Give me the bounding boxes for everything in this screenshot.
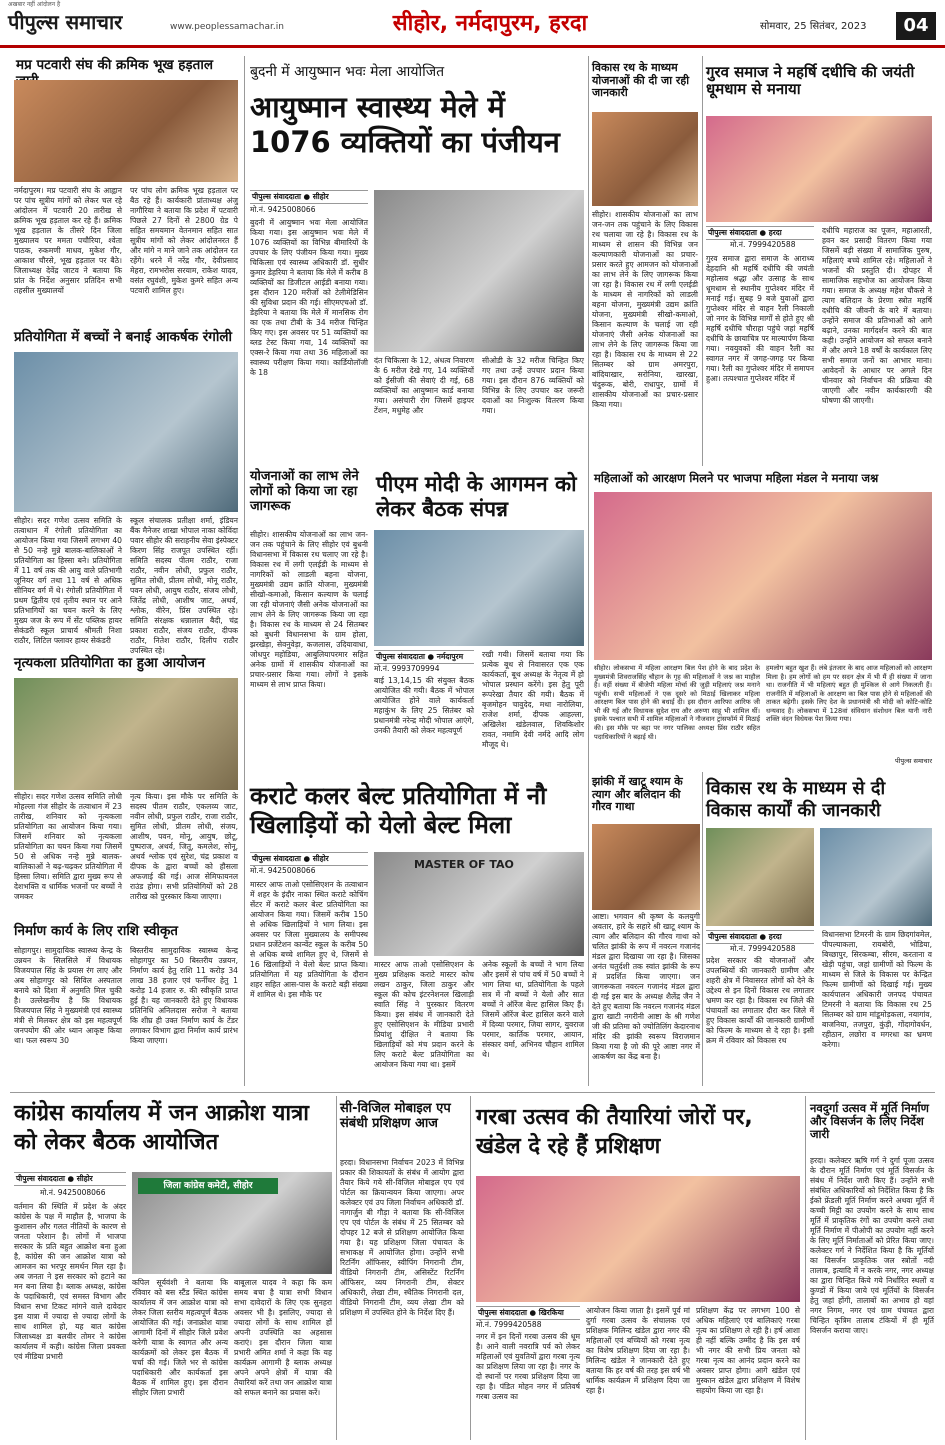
- s7-photo: [706, 116, 932, 222]
- s13-body-right: विधानसभा टिमरनी के ग्राम छिदगांवमेल, पीपल्याकला, रायबोरी, भोडिया, बिच्छापुर, सिरकम्बा, सीरम, करताना व खेड़ी पहुंचा, जहां ग्रामीणों को फिल्म के माध्यम से जिले के विकास पर केन्द्रित फिल्म ग्रामीणों को दिखाई गई। मुख्य कार्यपालन अधिकारी जनपद पंचायत टिमरनी ने बताया कि विकास रथ 25 सितम्बर को ग्राम मांडूमोड़कला, नयागांव, बाजनिया, तजपुरा, कुंड़ी, गोंदागोवर्धन, रहीठान, लछोरा व मगरधा का भ्रमण करेगा।: [822, 930, 932, 1050]
- s15-body: हरदा। विधानसभा निर्वाचन 2023 में विभिन्न प्रकार की शिकायतों के संबंध में आयोग द्वारा तैयार किये गये सी-विजिल मोबाइल एप एवं पोर्टल का क्रियान्वयन किया जाएगा। अपर कलेक्टर एवं उप जिला निर्वाचन अधिकारी डॉ. नागार्जुन बी गौड़ा ने बताया कि सी-विजिल एप एवं पोर्टल के संबंध में 25 सितम्बर को दोपहर 12 बजे से प्रशिक्षण आयोजित किया गया है। यह प्रशिक्षण जिला पंचायत के सभाकक्ष में आयोजित होगा। उन्होंने सभी रिटर्निंग ऑफिसर, स्वीपिंग निगरानी टीम, वीडियो निगरानी टीम, असिस्टेंट रिटर्निंग ऑफिसर, व्यय निगरानी टीम, सेक्टर अधिकारी, लेखा टीम, स्थैतिक निगरानी दल, वीडियो निगरानी टीम, व्यय लेखा टीम को प्रशिक्षण में उपस्थित होने के निर्देश दिए हैं।: [340, 1158, 464, 1318]
- s14-headline: कांग्रेस कार्यालय में जन आक्रोश यात्रा को लेकर बैठक आयोजित: [14, 1101, 309, 1155]
- s3-body-left: सीहोर। सदर गणेश उत्सव समिति लोधी मोहल्ला गंज सीहोर के तत्वाधान में 23 तारीख, शनिवार को नृत्यकला प्रतियोगिता का आयोजन किया गया। जिसमें शनिवार को नृत्यकला प्रतियोगिता का चयन किया गया जिसमें 50 से अधिक नन्हे मुन्ने बालक-बालिकाओं ने बढ़-चढ़कर प्रतियोगिता में हिस्सा लिया। समिति द्वारा मुख्य रूप से देशभक्ति व धार्मिक भजनों पर बच्चों ने जमकर: [14, 792, 122, 902]
- s1-body-left: नर्मदापुरम। मप्र पटवारी संघ के आह्वान पर पांच सूत्रीय मांगों को लेकर चल रहे आंदोलन में पटवारी 20 तारीख से क्रमिक भूख हड़ताल कर रहे हैं। क्रमिक भूख हड़ताल के तीसरे दिन जिला मुख्यालय पर ममता पचौरिया, श्वेता पाठक, रुकमणी माधव, मुकेश गौर, आकाश चौरसे, भूख हड़ताल पर बैठे। जिलाध्यक्ष देवेंद्र जाटव ने बताया कि प्रांत के निर्देश अनुसार प्रतिदिन सभी तहसील मुख्यालयों: [14, 186, 122, 296]
- s2-headline: प्रतियोगिता में बच्चों ने बनाई आकर्षक रंगोली: [14, 329, 233, 345]
- issue-date: सोमवार, 25 सितंबर, 2023: [760, 21, 867, 32]
- s15-headline: सी-विजिल मोबाइल एप संबंधी प्रशिक्षण आज: [340, 1101, 451, 1131]
- s14-photo: [132, 1172, 332, 1274]
- s7-byline-name: पीपुल्स संवाददाता: [708, 228, 757, 237]
- s12-photo: [592, 824, 700, 910]
- s13-byline-name: पीपुल्स संवाददाता: [708, 932, 757, 941]
- s4-body-left: सोहागपुर। सामुदायिक स्वास्थ्य केन्द्र के उन्नयन के सिलसिले में विधायक विजयपाल सिंह के प्रयास रंग लाए और अब सोहागपुर को सिविल अस्पताल बनाये को दिशा में अनुमति मिल चुकी है। उल्लेखनीय है कि विधायक विजयपाल सिंह ने मुख्यमंत्री एवं स्वास्थ्य मंत्री से मिलकर क्षेत्र को इस महत्वपूर्ण जनपयोग की ओर ध्यान आकृष्ट किया था। फल स्वरूप 30: [14, 946, 122, 1046]
- s4-headline: निर्माण कार्य के लिए राशि स्वीकृत: [14, 923, 179, 939]
- s5-body-col2: दंत चिकित्सा के 12, अंधत्व निवारण के 6 मरीज देखे गए, 14 व्यक्तियों को ईसीजी की सेवाएं दी गई, 68 व्यक्तियों का आयुष्मान कार्ड बनाया गया। असंचारी रोग जिसमें हाइपर टेंशन, मधुमेह और: [374, 356, 474, 416]
- masthead-tagline: अखबार नहीं आंदोलन है: [8, 1, 61, 8]
- s1-body-right: पर पांच लोग क्रमिक भूख हड़ताल पर बैठ रहे हैं। कार्यकारी प्रांताध्यक्ष अंजु नागौरिया ने बताया कि प्रदेश में पटवारी पिछले 27 दिनों से 2800 ग्रेड पे सहित समयमान वेतनमान सहित सात सूत्रीय मांगों को लेकर आंदोलनरत हैं और मांगे न माने जाने तक आंदोलन रत रहेंगे। धरने में नरेंद्र गौर, देवीप्रसाद मेहरा, रामभरोस सरयाम, राकेश यादव, वसंत रघुवंशी, मुकेश कुमरे सहित अन्य पटवारी शामिल हुए।: [130, 186, 238, 296]
- column-divider: [336, 1096, 337, 1440]
- s9-byline: पीपुल्स संवाददाता ● नर्मदापुरम: [374, 650, 474, 664]
- s1-photo: [14, 80, 238, 182]
- s9-headline: पीएम मोदी के आगमन को लेकर बैठक संपन्न: [376, 472, 577, 522]
- newspaper-logo: पीपुल्स समाचार: [8, 10, 123, 34]
- s9-mobile: मो.नं. 9993709994: [374, 664, 440, 673]
- row-divider: [10, 1092, 935, 1093]
- s9-byline-place: नर्मदापुरम: [436, 652, 464, 661]
- s6-headline: विकास रथ के माध्यम योजनाओं की दी जा रही जानकारी: [592, 61, 690, 100]
- s5-byline-place: सीहोर: [312, 192, 329, 201]
- s9-body-right: रखी गयी। जिसमें बताया गया कि प्रत्येक बूथ से निवासरत एक एक कार्यकर्ता, बूथ अध्यक्ष के नेतृत्व में हो भोपाल प्रस्थान करेंगे। इस हेतु पूरी रूपरेखा तैयार की गयी। बैठक में बृजमोहन चावुदेद, मथा नारोलिया, राजेश शर्मा, दीपक आहल्ला, अखिलेश खंडेलवाल, शिवकिशोर रावत, नमामि देवी नर्मदे आदि लोग मौजूद थे।: [482, 650, 584, 750]
- s11-photo: [374, 852, 584, 956]
- column-divider: [702, 56, 703, 466]
- s14-body-col3: बाबूलाल यादव ने कहा कि कम समय बचा है यात्रा सभी विधान सभा दावेदारों के लिए एक सुनहरा अवसर भी है। इसलिए, ज्यादा से ज्यादा लोगों के साथ शामिल हों अपनी उपस्थिति का अहसास कराएं। इस दौरान जिला यात्रा प्रभारी अमित शर्मा ने कहा कि यह कार्यक्रम आगामी है ब्लाक अध्यक्ष अपने अपने क्षेत्रों में यात्रा की तैयारियां करें तथा जन आक्रोश यात्रा को सफल बनाने का प्रयास करें।: [234, 1278, 332, 1398]
- s16-headline: गरबा उत्सव की तैयारियां जोरों पर, खंडेल दे रहे हैं प्रशिक्षण: [476, 1105, 753, 1159]
- s7-byline-place: हरदा: [768, 228, 782, 237]
- column-divider: [470, 1096, 471, 1440]
- s8-headline: योजनाओं का लाभ लेने लोगों को किया जा रहा जागरूक: [250, 469, 359, 514]
- s5-photo: [374, 190, 584, 352]
- s16-body-col2: आयोजन किया जाता है। इसमें पूर्व मां दुर्गा गरबा उत्सव के संचालक एवं प्रशिक्षक मिलिन्द खंडेल द्वारा नगर की महिलाओं एवं बच्चियों को गरबा नृत्य का विशेष प्रशिक्षण दिया जा रहा है। मिलिन्द खंडेल ने जानकारी देते हुए बताया कि हर वर्ष की तरह इस वर्ष भी धार्मिक कार्यक्रम में प्रशिक्षण दिया जा रहा है।: [586, 1306, 690, 1396]
- s16-byline-place: खिरकिया: [538, 1308, 564, 1317]
- s12-headline: झांकी में खाटू श्याम के त्याग और बलिदान की गौरव गाथा: [592, 775, 683, 814]
- edition-title: सीहोर, नर्मदापुरम, हरदा: [360, 6, 620, 42]
- s13-byline: पीपुल्स संवाददाता ● हरदा: [706, 930, 814, 944]
- s7-mobile: मो.नं. 7999420588: [730, 240, 796, 249]
- s14-byline: पीपुल्स संवाददाता ● सीहोर: [14, 1172, 126, 1186]
- s10-body-right: हमलोग बहुत खुश हैं। लंबे इंतजार के बाद आज महिलाओं को आरक्षण मिला है। हम लोगों को हम पर सदन क्षेत्र में भी मैं ही संख्या में जाना था। राजनीति में भी महिलाएं बहुत ही मुश्किल से आगे निकलती हैं। राजनीति में महिलाओं के आरक्षण का बिल पास होने से महिलाओं की ताकत बढ़ेगी। इसके लिए देश के प्रधानमंत्री श्री मोदी को कोटि-कोटि धन्यवाद है। लोकसभा में 128वां संविधान संशोधन बिल यानी नारी शक्ति वंदन विधेयक पेश किया गया।: [766, 664, 932, 724]
- column-divider: [244, 56, 245, 1086]
- column-divider: [702, 772, 703, 1086]
- s1-headline: मप्र पटवारी संघ की क्रमिक भूख हड़ताल: [16, 57, 213, 73]
- s7-body-left: गुरव समाज द्वारा समाज के आराध्य देहदानि श्री महर्षि दधीचि की जयंती महोत्सव श्रद्धा और उत्साह के साथ धूमधाम से स्थानीय गुप्तेश्वर मंदिर में मनाई गई। सुबह 9 बजे युवाओं द्वारा गुप्तेश्वर मंदिर से वाहन रैली निकाली जो नगर के विभिन्न मार्गों से होते हुए श्री महर्षि दधीचि चौराहा पहुंचे जहां महर्षि दधीचि के छायाचित्र पर माल्यार्पण किया गया। नवयुवकों की वाहन रैली का स्वागत नगर में जगह-जगह पर किया गया। रैली का गुप्तेश्वर मंदिर में समापन हुआ। तत्पश्चात गुप्तेश्वर मंदिर में: [706, 254, 814, 384]
- s7-byline: पीपुल्स संवाददाता ● हरदा: [706, 226, 814, 240]
- s11-photo-banner: MASTER OF TAO: [414, 858, 514, 871]
- s6-body: सीहोर। शासकीय योजनाओं का लाभ जन-जन तक पहुंचाने के लिए विकास रथ चलाया जा रहे है। विकास रथ के माध्यम से शासन की विभिन्न जन कल्याणकारी योजनाओं का प्रचार-प्रसार करते हुए आमजन को योजनाओं का लाभ लेने के लिए जागरूक किया जा रहा है। विकास रथ में लगी एलईडी के माध्यम से नागरिकों को लाडली बहना योजना, मुख्यमंत्री उद्यम क्रांति योजना, मुख्यमंत्री सीखो-कमाओ, किसान कल्याण के चलाई जा रही योजनाएं जैसी अनेक योजनाओं का लाभ लेने के लिए जागरूक किया जा रहा है। विकास रथ के माध्यम से 22 सितम्बर को ग्राम अमरपुरा, बांदियाखार, सरोनिया, खारखा, चंदुरूक, बोरी, राधापुर, ग्रामों में शासकीय योजनाओं का प्रचार-प्रसार किया गया।: [592, 210, 698, 410]
- s5-byline-name: पीपुल्स संवाददाता: [252, 192, 301, 201]
- s5-kicker: बुदनी में आयुष्मान भवः मेला आयोजित: [250, 64, 445, 80]
- s17-headline: नवदुर्गा उत्सव में मूर्ति निर्माण और विसर्जन के लिए निर्देश जारी: [810, 1101, 929, 1142]
- s8-body: सीहोर। शासकीय योजनाओं का लाभ जन-जन तक पहुंचाने के लिए सीहोर एवं बुधनी विधानसभा में विकास रथ चलाए जा रहे है। विकास रथ में लगी एलईडी के माध्यम से नागरिकों को लाडली बहना योजना, मुख्यमंत्री उद्यम क्रांति योजना, मुख्यमंत्री सीखो-कमाओ, किसान कल्याण के चलाई जा रही योजनाएं जैसी अनेक योजनाओं का लाभ लेने के लिए जागरूक किया जा रहा है। विकास रथ के माध्यम से 24 सितम्बर को बुधनी विधानसभा के ग्राम होला, झरखेड़ा, सेवनुवेड़ा, कजलास, उदियावाधा, जोधपुर महोडिया, आबुलियापरमार सहित अनेक ग्रामों में शासकीय योजनाओं का प्रचार-प्रसार किया गया। लोगों ने इसके माध्यम से लाभ प्राप्त किया।: [250, 530, 368, 690]
- column-divider: [588, 56, 589, 1086]
- page-number: 04: [896, 12, 936, 40]
- s11-body-col2: मास्टर आफ ताओ एसोसिएशन के मुख्य प्रशिक्षक कराटे मास्टर कोच लखन ठाकुर, जिला ठाकुर और स्कूल की कोच इंटरनेशनल खिलाड़ी स्वाति सिंह ने पुरस्कार वितरण किया। इस संबंध में जानकारी देते हुए एसोसिएशन के मीडिया प्रभारी प्रियांशु दीक्षित ने बताया कि खिलाड़ियों को मंच प्रदान करने के लिए कराटे बेल्ट प्रतियोगिता का आयोजन किया गया था। इसमें: [374, 960, 474, 1070]
- s11-body-col1: मास्टर आफ ताओ एसोसिएशन के तत्वाधान में शहर के इंदौर नाका स्थित कराटे कोचिंग सेंटर में कराटे कलर बेल्ट प्रतियोगिता का आयोजन किया गया। जिसमें करीब 150 से अधिक खिलाड़ियों ने भाग लिया। इस अवसर पर जिला मुख्यालय के समीपस्थ प्रधान प्रजेंटेशन कान्वेंट स्कूल के करीब 50 से अधिक बच्चे शामिल हुए थे, जिसमें से 16 खिलाड़ियों ने येलो बेल्ट प्राप्त किया। प्रतियोगिता में यह प्रतियोगिता के दौरान शहर सहित आस-पास के कराटे बड़ी संख्या में शामिल थे। इस मौके पर: [250, 880, 368, 1000]
- s4-body-right: बिस्तरीय सामुदायिक स्वास्थ्य केन्द्र सोहागपुर का 50 बिस्तरीय उन्नयन, निर्माण कार्य हेतु राशि 11 करोड़ 34 लाख 38 हजार एवं फर्नीचर हेतु 1 करोड़ 14 हजार रु. की स्वीकृति प्राप्त हुई है। यह जानकारी देते हुए विधायक प्रतिनिधि अनिलदास सरोज ने बताया कि शीघ्र ही उक्त निर्माण कार्य के टेंडर लगाकर विभाग द्वारा निर्माण कार्य प्रारंभ किया जाएगा।: [130, 946, 238, 1046]
- s11-byline-name: पीपुल्स संवाददाता: [252, 854, 301, 863]
- s11-byline: पीपुल्स संवाददाता ● सीहोर: [250, 852, 368, 866]
- s13-photo-2: [820, 828, 932, 926]
- s14-photo-banner: जिला कांग्रेस कमेटी, सीहोर: [138, 1178, 278, 1194]
- s6-photo: [592, 112, 698, 206]
- s13-photo-1: [706, 828, 814, 926]
- s14-byline-name: पीपुल्स संवाददाता: [16, 1174, 65, 1183]
- s14-body-col2: कपिल सूर्यवंशी ने बताया कि रविवार को बस स्टैंड स्थित कांग्रेस कार्यालय में जन आक्रोश यात्रा को लेकर जिला स्तरीय महत्वपूर्ण बैठक आयोजित की गई। जनाक्रोश यात्रा आगामी दिनों में सीहोर जिले प्रवेश करेगी यात्रा के स्वागत और अन्य कार्यक्रमों को लेकर इस बैठक में चर्चा की गई। जिले भर से कांग्रेस पदाधिकारी और कार्यकर्ता इस बैठक में शामिल हुए। इस दौरान सीहोर जिला प्रभारी: [132, 1278, 228, 1398]
- s3-photo: [14, 678, 238, 790]
- s16-mobile: मो.नं. 7999420588: [476, 1320, 542, 1329]
- s13-body-left: प्रदेश सरकार की योजनाओं और उपलब्धियों की जानकारी ग्रामीण और शहरी क्षेत्र में निवासरत लोगों को देने के उद्देश्य से इन दिनों विकास रथ लगातार भ्रमण कर रहा है। विकास रथ जिले की पंचायतों का लगातार दौरा कर जिले में हुए विकास कार्यों की जानकारी ग्रामीणों को फिल्म के माध्यम से दे रहा है। इसी क्रम में रविवार को विकास रथ: [706, 956, 814, 1046]
- website-url: www.peoplessamachar.in: [170, 22, 284, 32]
- s7-body-right: दधीचि महाराज का पूजन, महाआरती, हवन कर प्रसादी वितरण किया गया जिसमें बड़ी संख्या में सामाजिक पुरुष, महिलाएं बच्चे शामिल रहे। महिलाओं ने भजनों की प्रस्तुति दी। दोपहर में सामाजिक सहभोज का आयोजन किया गया। समाज के अध्यक्ष महेश चौकसे ने त्याग बलिदान के प्रेरणा स्त्रोत महर्षि दधीचि की जीवनी के बारे में बताया। उन्होंने समाज की प्रतिभाओं को आगे बढ़ाने, उनका मार्गदर्शन करने की बात कही। उन्होंने आयोजन को सफल बनाने में और अपने 18 वर्षों के कार्यकाल लिए सभी समाज जनों का आभार माना। आवेदनों के आधार पर अगले दिन चीनवार को निर्वाचन की प्रक्रिया की जाएगी और नवीन कार्यकारणी की घोषणा की जाएगी।: [822, 226, 932, 406]
- s16-byline-name: पीपुल्स संवाददाता: [478, 1308, 527, 1317]
- s9-body-left: बाई 13,14,15 की संयुक्त बैठक आयोजित की गयी। बैठक में भोपाल आयोजित होने वाले कार्यकर्ता महाकुंभ के लिए 25 सितंबर को प्रधानमंत्री नरेन्द्र मोदी भोपाल आएंगे, उनकी तैयारी को लेकर महत्वपूर्ण: [374, 676, 474, 736]
- column-divider: [805, 1096, 806, 1440]
- s13-mobile: मो.नं. 7999420588: [730, 944, 796, 953]
- s2-photo: [14, 352, 238, 512]
- s10-body-left: सीहोर। लोकसभा में महिला आरक्षण बिल पेश होने के बाद प्रदेश के मुख्यमंत्री शिवराजसिंह चौहान के गृह की महिलाओं ने जश्न का माहौल है। वहीं संख्या में बीजेपी महिला मोर्चा की जुड़ी महिलाएं जश्न मनाने पहुंची। सभी महिलाओं ने एक दूसरे को मिठाई खिलाकर महिला आरक्षण बिल पास होने की बधाई दी। इस दौरान आरिफा आरिफ जी भी की गई और विधायक सुदेश राय और अरुणा साहू भी शामिल थीं। इसके पश्चात सभी में शामिल महिलाओं ने नौजवान ट्रांसफॉर्म में मिठाई की। इस मौके पर बहा पर नगर पालिका अध्यक्ष प्रिंस राठौर सहित पदाधिकारियों ने बढ़ाई थी।: [594, 664, 760, 741]
- s11-body-col3: अनेक स्कूलों के बच्चों ने भाग लिया और इसमें से पांच वर्ष में 50 बच्चों ने भाग लिया था, प्रतियोगिता के पहले सत्र में नौ बच्चों ने येलो और सात बच्चों ने ऑरेंज बेल्ट हासिल किए हैं। जिसमें ऑरेंज बेल्ट हासिल करने वाले में दिव्या परमार, जिया सागर, युवराज परमार, कार्तिक परमार, आयान, संस्कार वर्मा, अभिनव चौहान शामिल थे।: [482, 960, 584, 1060]
- s13-byline-place: हरदा: [768, 932, 782, 941]
- s16-body-col3: प्रशिक्षण केंद्र पर लगभग 100 से अधिक महिलाएं एवं बालिकाएं गरबा नृत्य का प्रशिक्षण ले रही है। हर्ष आशा ही नहीं बल्कि उम्मीद है कि इस वर्ष भी नगर की सभी प्रिय जनता को गरबा नृत्य का आनंद प्रदान करने का अवसर प्राप्त होगा। आगे खंडेल एवं मुस्कान खंडेल द्वारा प्रशिक्षण में विशेष सहयोग किया जा रहा है।: [696, 1306, 800, 1396]
- s7-headline: गुरव समाज ने महर्षि दधीचि की जयंती धूमधाम से मनाया: [706, 63, 915, 99]
- s13-headline: विकास रथ के माध्यम से दी विकास कार्यों की जानकारी: [706, 778, 886, 821]
- s10-credit: पीपुल्स समाचार: [895, 757, 932, 765]
- s10-headline: महिलाओं को आरक्षण मिलने पर भाजपा महिला मंडल ने मनाया जश्न: [594, 471, 879, 485]
- s3-body-right: नृत्य किया। इस मौके पर समिति के सदस्य पीतम राठौर, एकलव्य जाट, नवीन लोधी, प्रफुल राठौर, राजा राठौर, सुमित लोधी, प्रीतम लोधी, संजय, आशीष, पवन, मोनू, आयुष, छोटू, पुष्पराज, अथर्व, जितू, कमलेश, सोनू, अथर्व श्लोक एवं सुरेश, चंद्र प्रकाश व दीपक के द्वारा बच्चों को हौसला अफजाई की गई। आज सेमिफायनल राउंड होगा। सभी प्रतियोगियों को 28 तारीख को पुरस्कार किया जाएगा।: [130, 792, 238, 902]
- s11-headline: कराटे कलर बेल्ट प्रतियोगिता में नौ खिलाड़ियों को येलो बेल्ट मिला: [250, 782, 547, 839]
- s14-mobile: मो.नं. 9425008066: [40, 1188, 106, 1197]
- s5-byline: पीपुल्स संवाददाता ● सीहोर: [250, 190, 368, 204]
- s9-byline-name: पीपुल्स संवाददाता: [376, 652, 425, 661]
- s17-body: हरदा। कलेक्टर ऋषि गर्ग ने दुर्गा पूजा उत्सव के दौरान मूर्ति निर्माण एवं मूर्ति विसर्जन के संबंध में निर्देश जारी किए हैं। उन्होंने सभी संबंधित अधिकारियों को निर्देशित किया है कि ईको फ्रेंडली मूर्ति निर्माण करने अथवा मूर्ति में कच्ची मिट्टी का उपयोग करने के साथ साथ मूर्ति में प्राकृतिक रंगों का उपयोग करने तथा मूर्ति निर्माण में पीओपी का उपयोग नहीं करने के लिए मूर्ति निर्माताओं को प्रेरित किया जाए। कलेक्टर गर्ग ने निर्देशित किया है कि मूर्तियों का विसर्जन प्राकृतिक जल स्त्रोतों नदी तालाब, इत्यादि में न करके नगर, नगर अध्यक्ष का द्वारा चिन्हित किये गये निर्धारित स्थलों व कुण्डों में किया जाये एवं मूर्तियों के विसर्जन हेतु जहां होंगी, तालाबों का अभाव हो वहां नगर निगम, नगर एवं ग्राम पंचायत द्वारा चिन्हित कृत्रिम तालाब टंकियों में ही मूर्ति विसर्जन कराया जाए।: [810, 1156, 934, 1336]
- s14-body-col1: वर्तमान की स्थिति में प्रदेश के अंदर कांग्रेस के पक्ष में माहौल है, भाजपा के कुशासन और गलत नीतियों के कारण से जनता परेशान है। लोगों में भाजपा सरकार के प्रति बहुत आक्रोश बना हुआ है, कांग्रेस की जन आक्रोश यात्रा को आमजन का भरपूर समर्थन मिल रहा है। अब जनता ने इस सरकार को हटाने का मन बना लिया है। ब्लाक अध्यक्ष, कांग्रेस के पदाधिकारी, एवं समस्त विभाग और विधान सभा टिकट मांगने वाले दावेदार इस यात्रा में ज्यादा से ज्यादा लोगों के साथ शामिल हो, यह बात कांग्रेस जिलाध्यक्ष डा बलवीर तोमर ने कांग्रेस कार्यालय में कही। कांग्रेस जिला प्रवक्ता एवं मीडिया प्रभारी: [14, 1202, 126, 1362]
- s5-body-col1: बुदनी में आयुष्मान भवः मेला आयोजित किया गया। इस आयुष्मान भवः मेले में 1076 व्यक्तियों का विभिन्न बीमारियों के उपचार के लिए पंजीयन किया गया। मुख्य चिकित्सा एवं स्वास्थ्य अधिकारी डॉ. सुधीर कुमार डेहरिया ने बताया कि मेले में करीब 8 व्यक्तियों का डिजीटल आईडी बनाया गया। इस दौरान 120 मरीजों को टेलीमेडिसिन की सुविधा प्रदान की गई। सीएमएचओ डॉ. डेहरिया ने बताया कि मेले में मानसिक रोग का एक तथा टीबी के 34 मरीज चिन्हित किए गए। इस अवसर पर 51 व्यक्तियों का ब्लड टेस्ट किया गया, 14 व्यक्तियों का एक्स-रे किया गया तथा 36 महिलाओं का स्वास्थ्य परीक्षण किया गया। कार्डियोलॉजी के 18: [250, 218, 368, 378]
- s16-byline: पीपुल्स संवाददाता ● खिरकिया: [476, 1306, 580, 1320]
- s16-body-col1: नगर में इन दिनों गरबा उत्सव की धूम है। आने वाली नवरात्रि पर्व को लेकर महिलाओं एवं युवतियों द्वारा गरबा नृत्य का प्रशिक्षण लिया जा रहा है। नगर के दो स्थानों पर गरबा प्रशिक्षण दिया जा रहा है। पंडित मोहन नगर में प्रतिवर्ष गरबा उत्सव का: [476, 1332, 580, 1402]
- s11-mobile: मो.नं. 9425008066: [250, 866, 316, 875]
- s10-photo: [594, 492, 932, 660]
- s16-photo: [476, 1176, 800, 1302]
- s3-headline: नृत्यकला प्रतियोगिता का हुआ आयोजन: [14, 655, 206, 671]
- s5-headline: आयुष्मान स्वास्थ्य मेले में 1076 व्यक्तियों का पंजीयन: [250, 90, 560, 159]
- s2-body-right: स्कूल संचालक प्रतीक्षा शर्मा, इंडियन बैंक मैनेजर शाखा भोपाल नाका कोविंदा पवार सीहोर की सराहनीय सेवा इंस्पेक्टर किरण सिंह राजपूत उपस्थित रहीं। समिति सदस्य पीतम राठौर, राजा राठौर, नवीन लोधी, प्रफुल राठौर, सुमित लोधी, प्रीतम लोधी, मोनू राठौर, पवन लोधी, आयुष राठौर, संजय लोधी, जितेंद्र लोधी, आशीष जाट, अथर्व, श्लोक, वीरेन, प्रिंस उपस्थित रहे। समिति संरक्षक धन्नालाल बैदी, चंद्र प्रकाश राठौर, संजय राठौर, दीपक राठौर, नितेश राठौर, दिलीप राठौर उपस्थित रहे।: [130, 516, 238, 656]
- s12-body: आष्टा। भगवान श्री कृष्ण के कलयुगी अवतार, हारे के सहारे श्री खाटू श्याम के त्याग और बलिदान की गौरव गाथा को चलित झांकी के रूप में नवरत्न गजानंद मंडल द्वारा दिखाया जा रहा है। जिसका अनंत चतुर्दशी तक स्वांत झांकी के रूप में प्रदर्शित किया जाएगा। जन जागरूकता नवरत्न गजानंद मंडल द्वारा दी गई इस बार के अध्यक्ष शैलेंद्र जैन ने देते हुए बताया कि नवरत्न गजानंद मंडल द्वारा खाटी नगरीनी आष्टा के श्री गणेश जी की प्रतिमा को ज्योतिलिंग केदारनाथ मंदिर की झांकी स्वरूप विराजमान किया गया है जो की पूरे आष्टा नगर में आकर्षण का केंद्र बना है।: [592, 912, 700, 1062]
- s5-mobile: मो.नं. 9425008066: [250, 205, 316, 214]
- s2-body-left: सीहोर। सदर गणेश उत्सव समिति के तत्वाधान में रंगोली प्रतियोगिता का आयोजन किया गया जिसमें लगभग 40 से 50 नन्हे मुन्ने बालक-बालिकाओं ने प्रतियोगिता का हिस्सा बने। प्रतियोगिता में 11 वर्ष तक की आयु वाले प्रतिभागी जूनियर वर्ग तथा 11 वर्ष से अधिक सीनियर वर्ग में थे। रंगोली प्रतियोगिता में प्रथम द्वितीय एवं तृतीय स्थान पर आने प्रतिभागियों का चयन करने के लिए मुख्य जज के रूप में सेंट पब्लिक हायर सेकंडरी स्कूल प्राचार्य श्रीमती निशा राठौर, लिटिल फ्लावर हायर सेकंडरी: [14, 516, 122, 646]
- s9-photo: [374, 530, 584, 646]
- s14-byline-place: सीहोर: [76, 1174, 93, 1183]
- s11-byline-place: सीहोर: [312, 854, 329, 863]
- s5-body-col3: सीओडी के 32 मरीज चिन्हित किए गए तथा उन्हें उपचार प्रदान किया गया। इस दौरान 876 व्यक्तियों को विभिन्न के लिए उपचार कर जरूरी दवाओं का निःशुल्क वितरण किया गया।: [482, 356, 584, 416]
- masthead: [0, 0, 945, 48]
